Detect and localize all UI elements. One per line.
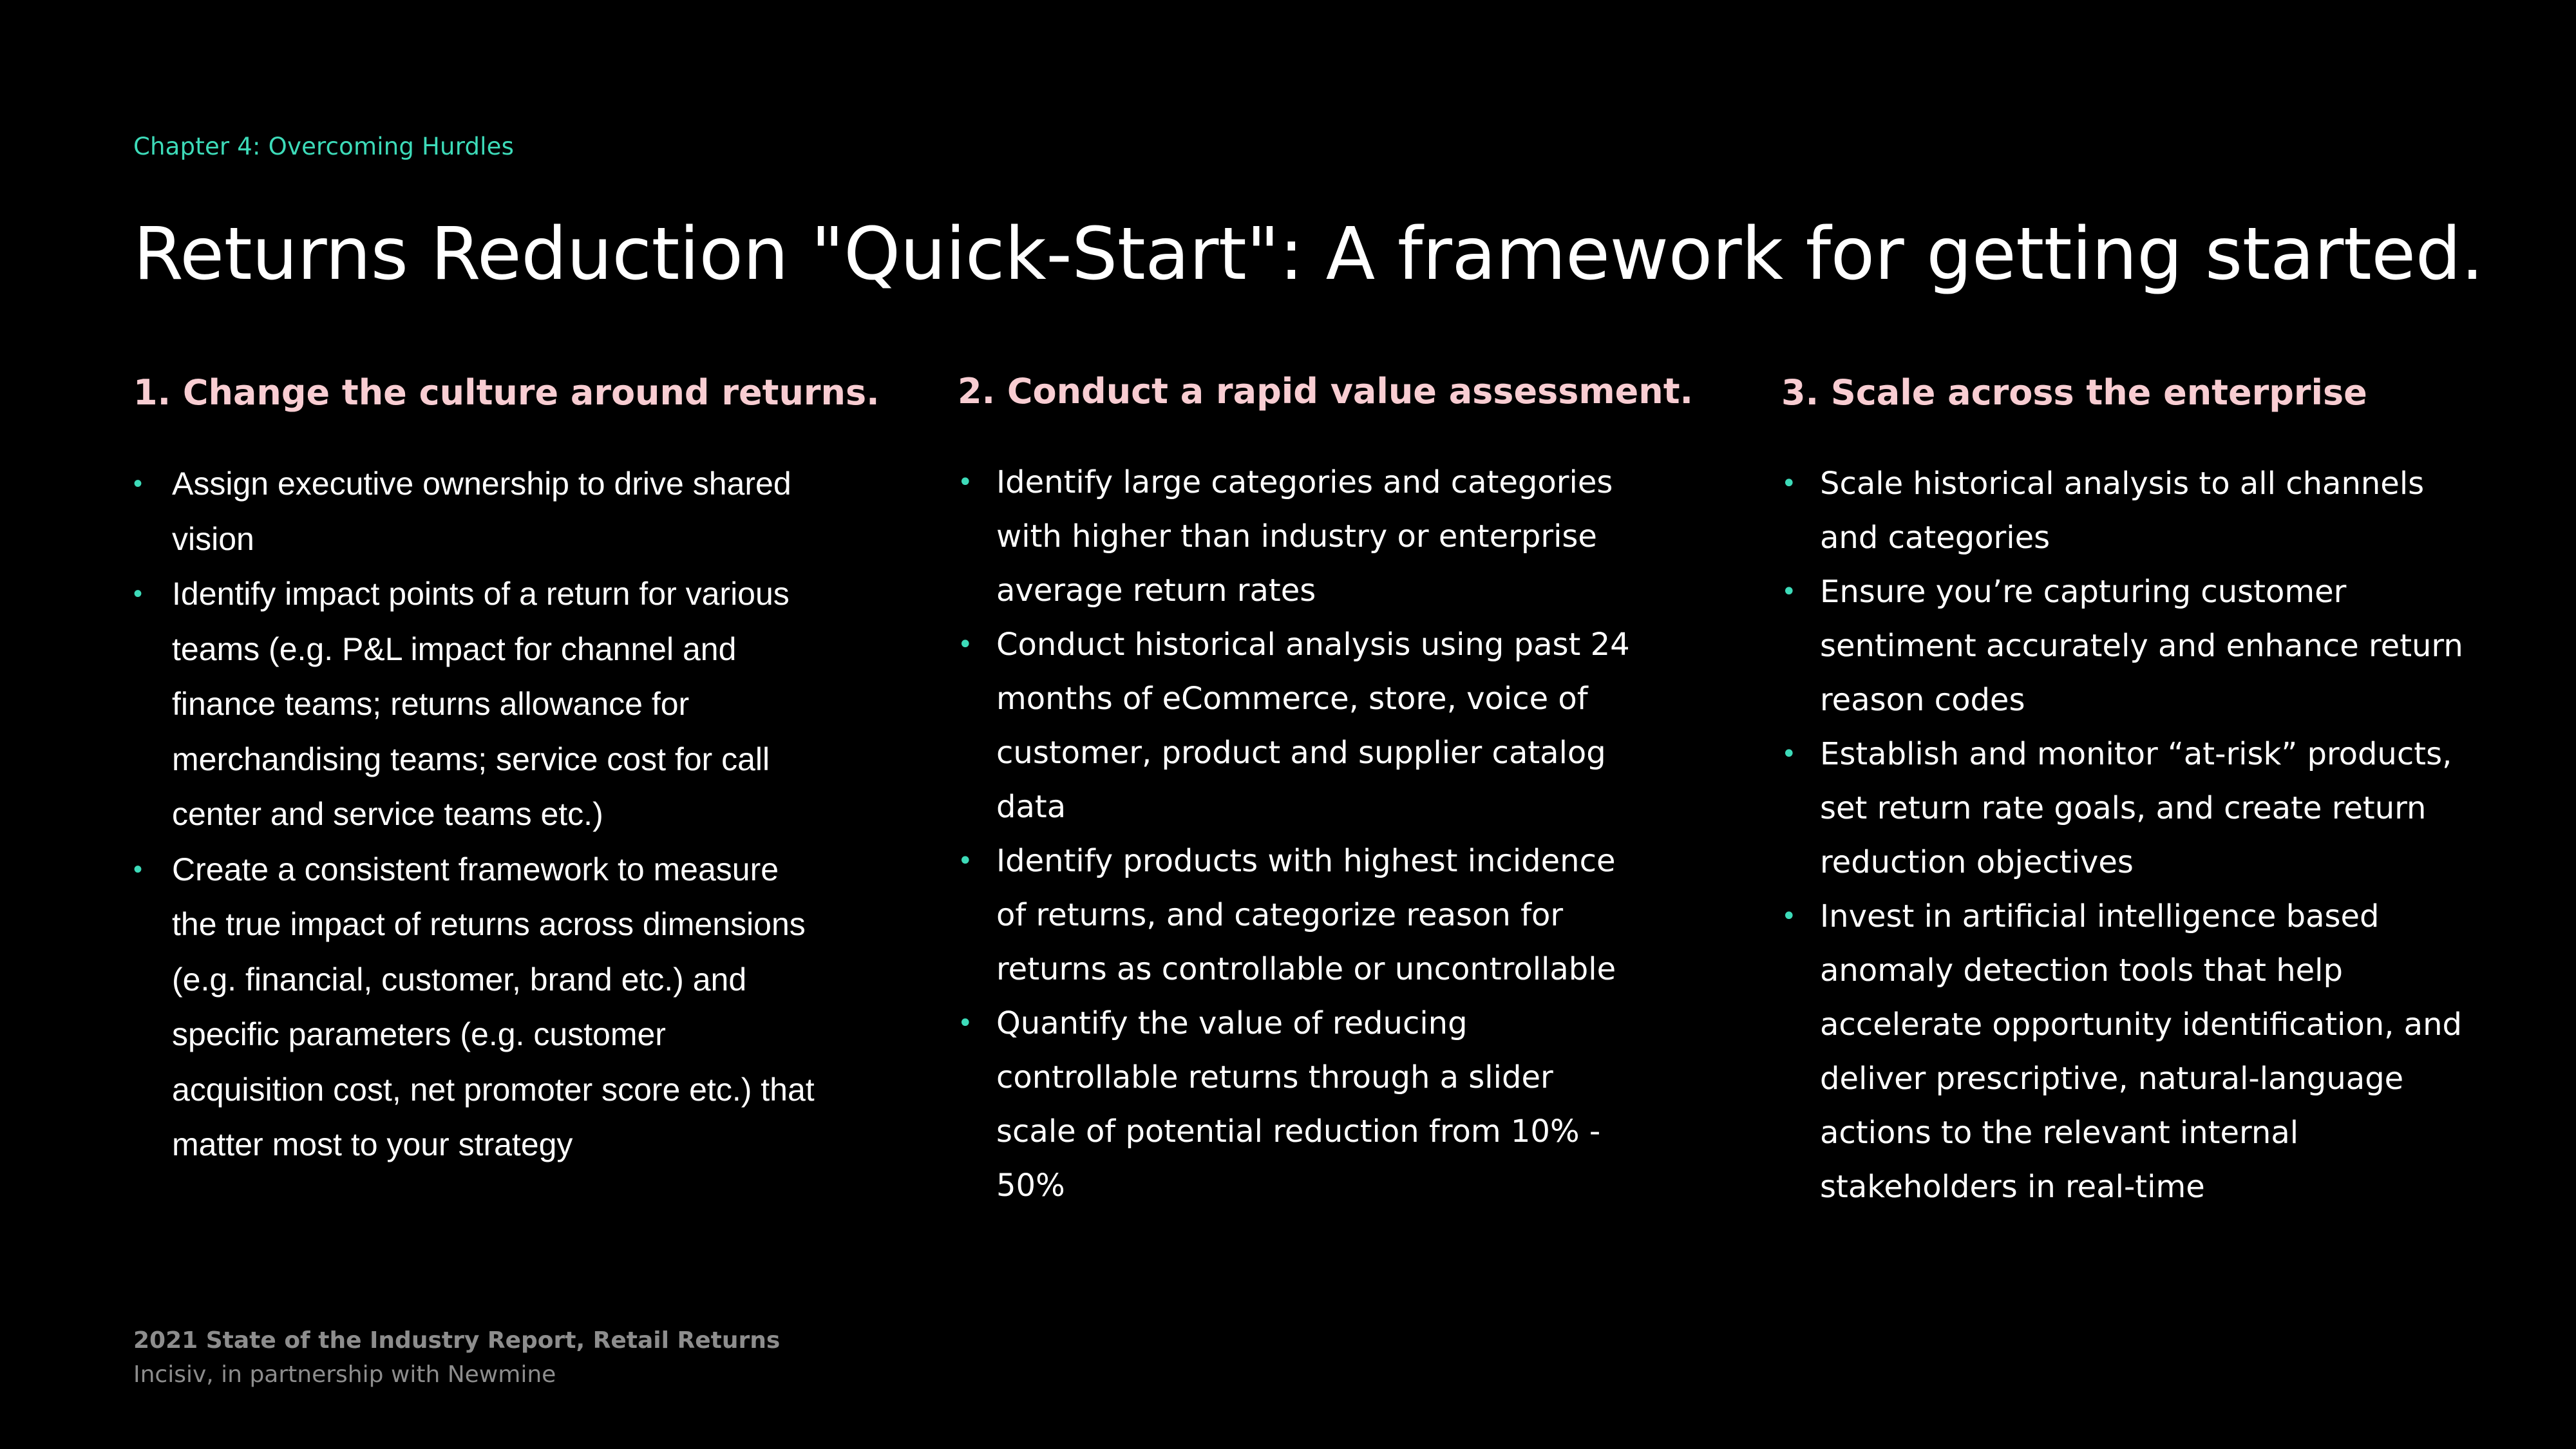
column-heading: 3. Scale across the enterprise [1781,372,2367,413]
column-heading: 2. Conduct a rapid value assessment. [958,371,1694,412]
bullet-list [958,455,1640,1213]
footer-subtitle: Incisiv, in partnership with Newmine [133,1361,556,1388]
list-item-text: Invest in artificial intelligence based anomaly detection tools that help accelerate opportunity identification, and deliver prescriptive, natural-language actions to the relevant internal stakeholders in real-time [1820,898,2462,1205]
column-heading: 1. Change the culture around returns. [133,372,880,413]
list-item-text: Identify products with highest incidence of returns, and categorize reason for returns as controllable or uncontrollable [996,843,1616,987]
bullet-icon: • [133,469,143,498]
list-item [958,455,1640,618]
footer-title: 2021 State of the Industry Report, Retail Returns [133,1327,781,1354]
list-item [1781,457,2464,565]
list-item [958,618,1640,834]
list-item-text: Quantify the value of reducing controllable returns through a slider scale of potential reduction from 10% - 50% [996,1005,1601,1204]
list-item [1781,727,2464,889]
list-item [133,457,816,567]
list-item-text: Establish and monitor “at-risk” products, set return rate goals, and create return reduction objectives [1820,736,2452,880]
bullet-icon: • [1781,739,1797,769]
list-item-text: Conduct historical analysis using past 24 months of eCommerce, store, voice of customer, product and supplier catalog data [996,627,1630,825]
column-culture [133,372,880,1173]
list-item [133,842,816,1173]
bullet-icon: • [958,846,973,876]
list-item [133,567,816,842]
bullet-list [1781,457,2464,1214]
list-item-text: Identify large categories and categories with higher than industry or enterprise average return rates [996,464,1613,609]
bullet-list [133,457,816,1173]
chapter-label: Chapter 4: Overcoming Hurdles [133,133,515,160]
bullet-icon: • [1781,902,1797,931]
bullet-icon: • [1781,469,1797,498]
list-item [958,834,1640,996]
list-item-text: Create a consistent framework to measure the true impact of returns across dimensions (e.g. financial, customer, brand etc.) and specific parameters (e.g. customer acquisition cost, net promoter score etc.) that matter most to your strategy [172,851,815,1162]
bullet-icon: • [133,855,143,884]
list-item-text: Scale historical analysis to all channels and categories [1820,466,2425,556]
list-item-text: Ensure you’re capturing customer sentiment accurately and enhance return reason codes [1820,574,2463,718]
list-item [958,996,1640,1213]
bullet-icon: • [133,580,143,608]
list-item-text: Identify impact points of a return for various teams (e.g. P&L impact for channel and finance teams; returns allowance for merchandising teams; service cost for call center and service teams etc.) [172,576,790,832]
bullet-icon: • [1781,577,1797,607]
bullet-icon: • [958,468,973,497]
column-assessment [958,371,1694,1213]
bullet-icon: • [958,1009,973,1038]
list-item [1781,889,2464,1214]
page-title: Returns Reduction "Quick-Start": A framework for getting started. [133,213,2484,296]
list-item [1781,565,2464,727]
list-item-text: Assign executive ownership to drive shared vision [172,466,791,557]
column-scale [1781,372,2464,1214]
footer [133,1323,780,1392]
bullet-icon: • [958,630,973,659]
